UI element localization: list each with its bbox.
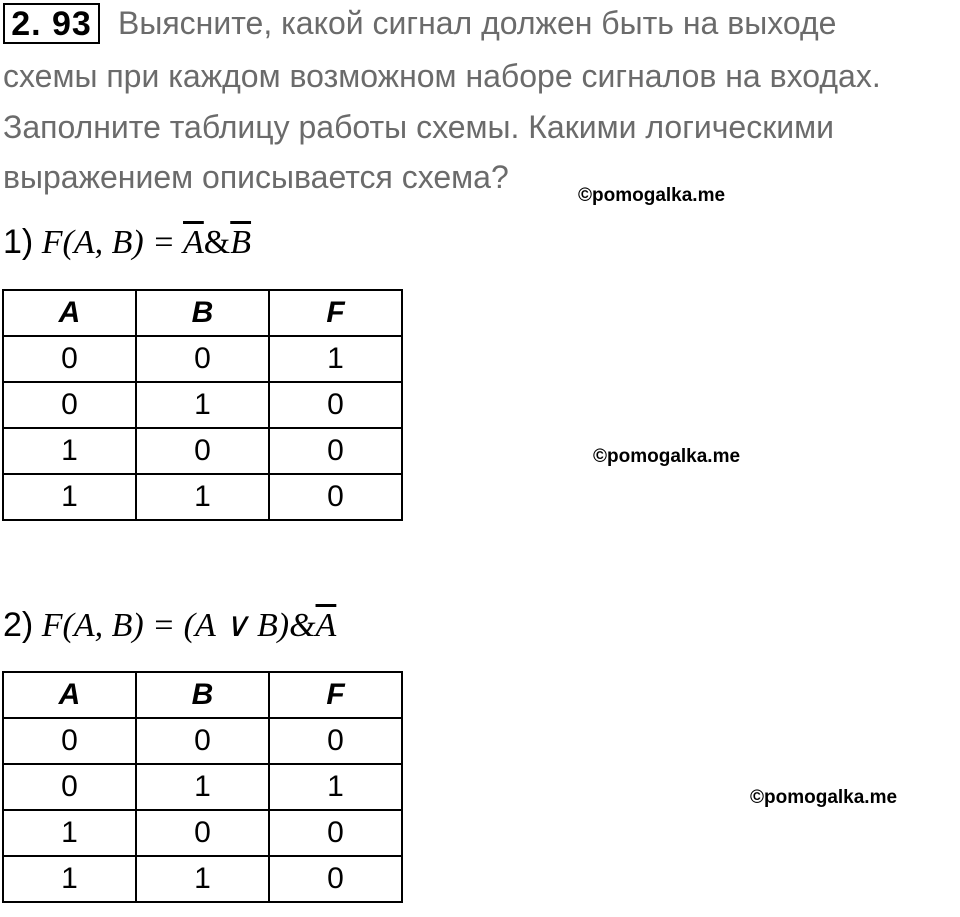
question-line-3: Заполните таблицу работы схемы. Какими логическими: [3, 109, 834, 145]
watermark-3: ©pomogalka.me: [750, 787, 898, 808]
table-cell: 0: [3, 718, 136, 764]
table-cell: 0: [136, 428, 269, 474]
header-b: B: [136, 672, 269, 718]
table-cell: 1: [136, 382, 269, 428]
formula-1-lhs: F(A, B) =: [41, 224, 184, 261]
part2-label: 2): [3, 606, 34, 644]
table-row: [3, 856, 402, 902]
part1-label: 1): [3, 223, 34, 261]
table-cell: 1: [3, 810, 136, 856]
truth-table-1: [2, 289, 403, 521]
table-cell: 0: [269, 428, 402, 474]
header-f: F: [269, 672, 402, 718]
table-cell: 1: [3, 474, 136, 520]
table-cell: 1: [269, 764, 402, 810]
table-header-row: [3, 672, 402, 718]
table-cell: 1: [136, 856, 269, 902]
table-cell: 1: [3, 856, 136, 902]
table-row: [3, 810, 402, 856]
table-row: [3, 382, 402, 428]
formula-1: [3, 223, 251, 262]
watermark-1: ©pomogalka.me: [578, 185, 726, 206]
table-cell: 0: [269, 718, 402, 764]
table-cell: 0: [136, 336, 269, 382]
table-cell: 1: [136, 764, 269, 810]
question-line-1: Выясните, какой сигнал должен быть на выходе: [118, 5, 837, 41]
question-line-2: схемы при каждом возможном наборе сигналов на входах.: [3, 58, 881, 94]
table-header-row: [3, 290, 402, 336]
formula-2-a-negated: $\overline{A}$: [315, 607, 337, 644]
table-cell: 1: [269, 336, 402, 382]
table-row: [3, 764, 402, 810]
table-row: [3, 718, 402, 764]
formula-1-b-negated: $\overline{B}$: [230, 224, 252, 261]
formula-2-lhs: F(A, B) = (A ∨ B)&: [41, 607, 316, 644]
table-cell: 0: [136, 718, 269, 764]
table-row: [3, 336, 402, 382]
formula-1-a-negated: $\overline{A}$: [183, 224, 204, 261]
watermark-2: ©pomogalka.me: [593, 446, 741, 467]
table-cell: 0: [3, 382, 136, 428]
table-cell: 1: [136, 474, 269, 520]
header-a: A: [3, 290, 136, 336]
table-cell: 0: [269, 810, 402, 856]
task-number: 2. 93: [3, 3, 100, 44]
table-cell: 0: [3, 764, 136, 810]
header-b: B: [136, 290, 269, 336]
truth-table-2: [2, 671, 403, 903]
table-row: [3, 428, 402, 474]
formula-2: [3, 605, 336, 645]
question-line-4: выражением описывается схема?: [3, 159, 509, 195]
header-a: A: [3, 672, 136, 718]
table-row: [3, 474, 402, 520]
table-cell: 0: [269, 856, 402, 902]
table-cell: 0: [269, 474, 402, 520]
table-cell: 0: [136, 810, 269, 856]
table-cell: 1: [3, 428, 136, 474]
table-cell: 0: [3, 336, 136, 382]
formula-1-and: &: [203, 224, 231, 261]
header-f: F: [269, 290, 402, 336]
table-cell: 0: [269, 382, 402, 428]
